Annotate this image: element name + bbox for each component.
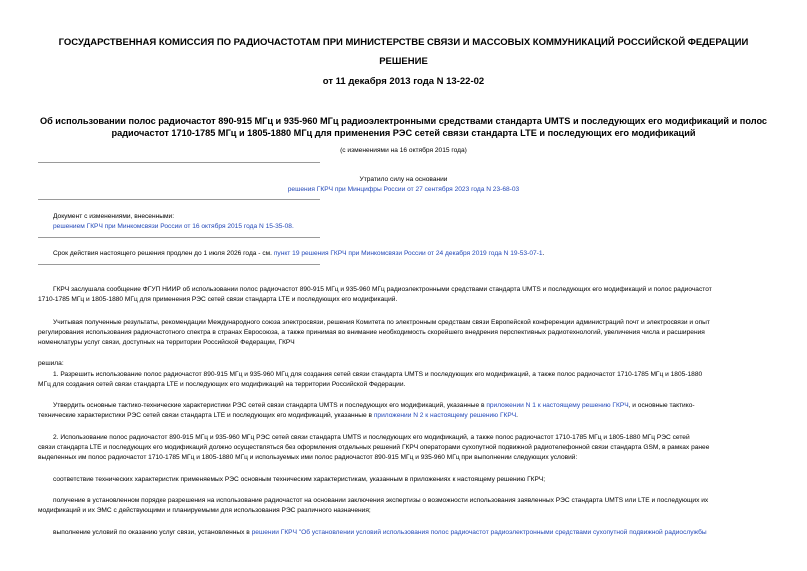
- paragraph-2-line-1: Учитывая полученные результаты, рекомендации Международного союза электросвязи, решения Комитета по электронным средствам связи Европейской конференции администраций почт и электросвязи и опыт: [53, 319, 710, 326]
- commission-heading: ГОСУДАРСТВЕННАЯ КОМИССИЯ ПО РАДИОЧАСТОТАМ ПРИ МИНИСТЕРСТВЕ СВЯЗИ И МАССОВЫХ КОММУНИКАЦИЙ РОССИЙСКОЙ ФЕДЕРАЦИИ: [58, 37, 749, 48]
- amendments-text: Документ с изменениями, внесенными:: [53, 213, 175, 220]
- validity-note: [53, 249, 544, 258]
- paragraph-1-line-1: ГКРЧ заслушала сообщение ФГУП НИИР об использовании полос радиочастот 890-915 МГц и 935-960 МГц радиоэлектронными средствами стандарта UMTS и последующих его модификаций и полос радиочастот: [53, 286, 712, 293]
- document-date-number: от 11 декабря 2013 года N 13-22-02: [322, 76, 485, 87]
- paragraph-2-line-3: номенклатуры услуг связи, доступных на территории Российской Федерации, ГКРЧ: [38, 339, 295, 346]
- paragraph-4-text-c: технические характеристики РЭС сетей связи стандарта LTE и последующих его модификаций, указанные в: [38, 412, 374, 419]
- paragraph-1-line-2: 1710-1785 МГц и 1805-1880 МГц для применения РЭС сетей связи стандарта LTE и последующих его модификаций.: [38, 296, 398, 303]
- paragraph-5-line-3: выделенных им полос радиочастот 1710-1785 МГц и 1805-1880 МГц и используемых ими полос радиочастот 890-915 МГц и 935-960 МГц при выполнении следующих условий:: [38, 454, 578, 461]
- lost-force-text: Утратило силу на основании: [359, 176, 448, 183]
- paragraph-4-text-b: , и основные тактико-: [628, 402, 695, 409]
- paragraph-5-line-2: связи стандарта LTE и последующих его модификаций должно осуществляться без оформления отдельных решений ГКРЧ операторами сухопутной подвижной радиотелефонной связи стандарта GSM, в рамках ранее: [38, 444, 710, 451]
- paragraph-4-line-2: [38, 411, 518, 421]
- appendix-2-link[interactable]: приложении N 2 к настоящему решению ГКРЧ: [373, 412, 517, 419]
- validity-text: Срок действия настоящего решения продлен до 1 июля 2026 года - см.: [53, 250, 272, 257]
- paragraph-8-text: выполнение условий по оказанию услуг связи, установленных в: [53, 529, 252, 536]
- paragraph-3-line-2: МГц для создания сетей связи стандарта LTE и последующих его модификаций на территории Российской Федерации.: [38, 381, 406, 388]
- paragraph-4-line-1: [53, 401, 695, 411]
- paragraph-6: соответствие технических характеристик применяемых РЭС основным техническим характеристикам, указанным в приложениях к настоящему решению ГКРЧ;: [53, 476, 546, 483]
- paragraph-7-line-2: модификаций и их ЭМС с действующими и планируемыми для использования РЭС различного назначения;: [38, 507, 371, 514]
- divider: [38, 264, 320, 265]
- edition-note: (с изменениями на 16 октября 2015 года): [340, 147, 467, 154]
- paragraph-3-line-1: 1. Разрешить использование полос радиочастот 890-915 МГц и 935-960 МГц для создания сетей связи стандарта UMTS и последующих его модификаций, а также полос радиочастот 1710-1785 МГц и 1805-1880: [53, 371, 703, 378]
- appendix-1-link[interactable]: приложении N 1 к настоящему решению ГКРЧ: [486, 402, 629, 409]
- paragraph-4-text-d: .: [516, 412, 519, 419]
- paragraph-5-line-1: 2. Использование полос радиочастот 890-915 МГц и 935-960 МГц РЭС сетей связи стандарта UMTS и последующих его модификаций, а также полос радиочастот 1710-1785 МГц и 1805-1880 МГц РЭС сетей: [53, 434, 690, 441]
- paragraph-4-text-a: Утвердить основные тактико-технические характеристики РЭС сетей связи стандарта UMTS и последующих его модификаций, указанные в: [53, 402, 487, 409]
- paragraph-2-line-2: регулирования использования радиочастотного спектра в странах Евросоюза, а также принимая во внимание необходимость скорейшего внедрения перспективных радиотехнологий, увеличения числа и расширения: [38, 329, 705, 336]
- lost-force-link[interactable]: решения ГКРЧ при Минцифры России от 27 сентября 2023 года N 23-68-03: [287, 186, 520, 193]
- title-line-2: радиочастот 1710-1785 МГц и 1805-1880 МГц для применения РЭС сетей связи стандарта LTE и последующих его модификаций: [111, 128, 696, 138]
- title-line-1: Об использовании полос радиочастот 890-915 МГц и 935-960 МГц радиоэлектронными средствами стандарта UMTS и последующих его модификаций и полос: [39, 116, 768, 126]
- divider: [38, 237, 320, 238]
- divider: [38, 199, 320, 200]
- paragraph-8: [53, 528, 707, 538]
- decided-label: решила:: [38, 360, 64, 367]
- validity-end: .: [542, 250, 545, 257]
- document-title: [0, 115, 807, 139]
- validity-link[interactable]: пункт 19 решения ГКРЧ при Минкомсвязи России от 24 декабря 2019 года N 19-53-07-1: [273, 250, 543, 257]
- conditions-decision-link[interactable]: решении ГКРЧ "Об установлении условий использования полос радиочастот радиоэлектронными средствами сухопутной подвижной радиослужбы: [251, 529, 707, 536]
- amendment-link[interactable]: решением ГКРЧ при Минкомсвязи России от 16 октября 2015 года N 15-35-08.: [53, 223, 294, 230]
- document-type: РЕШЕНИЕ: [379, 56, 428, 67]
- paragraph-7-line-1: получение в установленном порядке разрешения на использование радиочастот на основании заключения экспертизы о возможности использования заявленных РЭС стандарта UMTS или LTE и последующих их: [53, 497, 709, 504]
- divider: [38, 162, 320, 163]
